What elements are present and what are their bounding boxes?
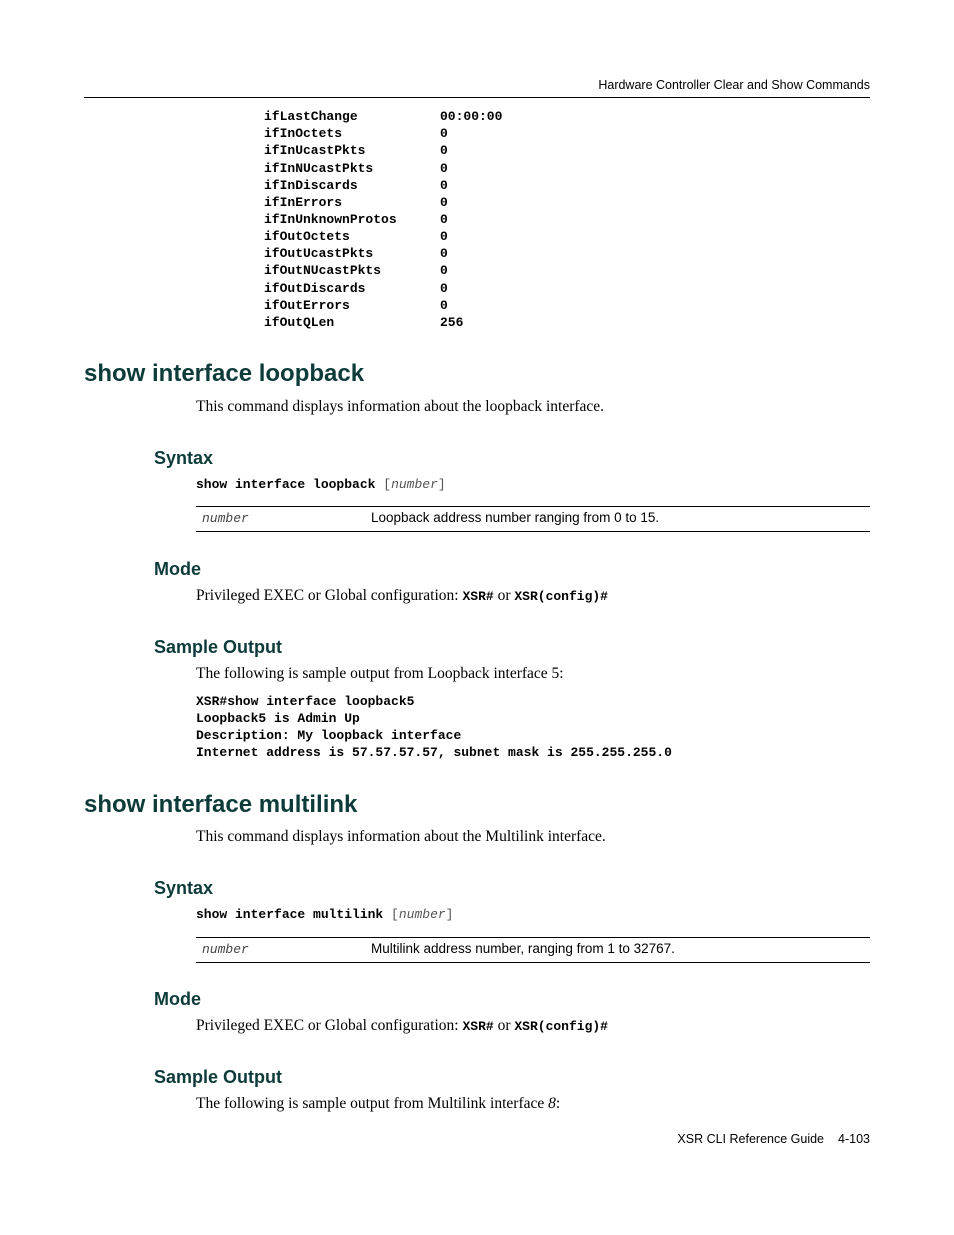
param-name: number — [202, 511, 249, 526]
sample-intro-suffix: : — [555, 1095, 561, 1112]
mode-or: or — [493, 587, 515, 604]
output-line: Internet address is 57.57.57.57, subnet mask is 255.255.255.0 — [196, 745, 672, 760]
multilink-description: This command displays information about the Multilink interface. — [196, 828, 606, 845]
loopback-syntax — [196, 476, 446, 493]
param-description: Loopback address number ranging from 0 to 15. — [371, 510, 660, 525]
counter-name: ifInOctets — [264, 126, 343, 141]
counter-row — [264, 280, 448, 297]
counter-value: 0 — [440, 246, 448, 261]
counter-value: 00:00:00 — [440, 109, 503, 124]
syntax-bracket-open: [ — [383, 477, 392, 492]
loopback-syntax-heading: Syntax — [154, 448, 214, 468]
multilink-syntax-heading: Syntax — [154, 878, 214, 898]
counter-value: 0 — [440, 178, 448, 193]
counter-row — [264, 160, 448, 177]
counter-name: ifInNUcastPkts — [264, 161, 374, 176]
counter-value: 0 — [440, 126, 448, 141]
syntax-command: show interface loopback — [196, 477, 376, 492]
page-number: 4-103 — [838, 1132, 870, 1146]
counter-value: 0 — [440, 195, 448, 210]
section-title-loopback: show interface loopback — [84, 360, 365, 387]
multilink-syntax — [196, 906, 453, 923]
loopback-mode-heading: Mode — [154, 559, 201, 579]
mode-text: Privileged EXEC or Global configuration: — [196, 587, 463, 604]
counter-value: 0 — [440, 229, 448, 244]
multilink-param-table — [196, 937, 870, 963]
counter-row — [264, 108, 502, 125]
mode-prompt-exec: XSR# — [462, 1019, 494, 1034]
syntax-bracket-close: ] — [437, 477, 446, 492]
counter-value: 0 — [440, 161, 448, 176]
param-name: number — [202, 942, 249, 957]
counter-row — [264, 125, 448, 142]
syntax-bracket-open: [ — [391, 907, 399, 922]
multilink-sample-intro — [196, 1094, 560, 1114]
counter-row — [264, 194, 448, 211]
counter-row — [264, 228, 448, 245]
loopback-description: This command displays information about the loopback interface. — [196, 398, 605, 415]
multilink-sample-heading: Sample Output — [154, 1067, 283, 1087]
counter-value: 0 — [440, 212, 448, 227]
loopback-sample-heading: Sample Output — [154, 637, 283, 657]
counter-name: ifOutQLen — [264, 315, 335, 330]
counter-name: ifLastChange — [264, 109, 358, 124]
sample-intro-text: The following is sample output from Multilink interface — [196, 1095, 549, 1112]
section-title-multilink: show interface multilink — [84, 791, 358, 818]
page-footer — [677, 1132, 870, 1146]
counter-name: ifOutErrors — [264, 298, 350, 313]
multilink-mode-heading: Mode — [154, 989, 201, 1009]
counter-value: 0 — [440, 263, 448, 278]
counter-name: ifOutOctets — [264, 229, 350, 244]
counter-row — [264, 297, 448, 314]
output-line: Loopback5 is Admin Up — [196, 711, 360, 726]
counter-value: 256 — [440, 315, 464, 330]
counter-value: 0 — [440, 281, 448, 296]
counter-row — [264, 314, 463, 331]
counter-name: ifOutDiscards — [264, 281, 366, 296]
syntax-argument: number — [391, 477, 438, 492]
header-rule — [84, 97, 870, 98]
syntax-bracket-close: ] — [445, 907, 454, 922]
mode-prompt-config: XSR(config)# — [514, 1019, 608, 1034]
output-line: XSR#show interface loopback5 — [196, 694, 415, 709]
multilink-mode-text — [196, 1016, 608, 1037]
counter-value: 0 — [440, 298, 448, 313]
mode-text: Privileged EXEC or Global configuration: — [196, 1017, 463, 1034]
counter-row — [264, 211, 448, 228]
param-description: Multilink address number, ranging from 1 to 32767. — [371, 941, 675, 956]
counter-name: ifInDiscards — [264, 178, 358, 193]
counter-name: ifInUcastPkts — [264, 143, 366, 158]
mode-or: or — [493, 1017, 515, 1034]
counter-name: ifOutNUcastPkts — [264, 263, 382, 278]
counter-row — [264, 177, 448, 194]
counter-row — [264, 142, 448, 159]
syntax-command: show interface multilink — [196, 907, 384, 922]
mode-prompt-config: XSR(config)# — [514, 589, 608, 604]
counter-name: ifInErrors — [264, 195, 343, 210]
counter-name: ifInUnknownProtos — [264, 212, 397, 227]
counter-row — [264, 245, 448, 262]
footer-guide-title: XSR CLI Reference Guide — [677, 1132, 825, 1146]
mode-prompt-exec: XSR# — [462, 589, 494, 604]
running-header: Hardware Controller Clear and Show Commands — [598, 78, 870, 92]
loopback-sample-intro: The following is sample output from Loopback interface 5: — [196, 665, 564, 682]
loopback-param-table — [196, 506, 870, 532]
loopback-mode-text — [196, 586, 608, 607]
output-line: Description: My loopback interface — [196, 728, 462, 743]
syntax-argument: number — [398, 907, 446, 922]
counter-name: ifOutUcastPkts — [264, 246, 374, 261]
sample-intro-number: 8 — [548, 1095, 556, 1112]
counter-row — [264, 262, 448, 279]
counter-value: 0 — [440, 143, 448, 158]
